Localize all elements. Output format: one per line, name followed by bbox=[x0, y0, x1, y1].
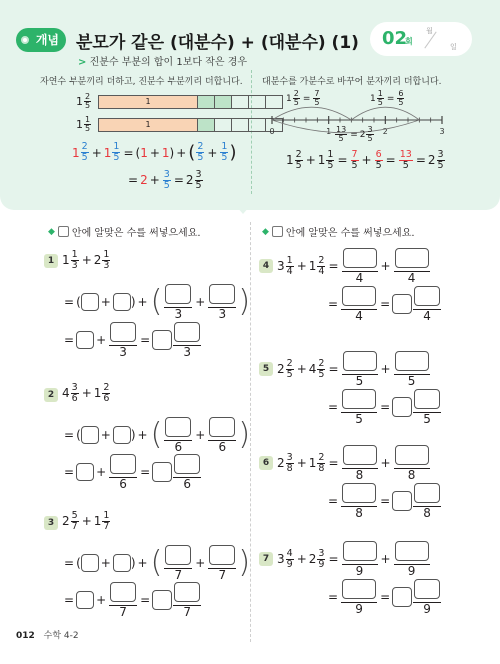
answer-box[interactable] bbox=[343, 248, 377, 268]
fraction: 4 bbox=[342, 248, 378, 284]
answer-box[interactable] bbox=[342, 483, 376, 503]
answer-box[interactable] bbox=[392, 294, 412, 314]
fraction: 7 bbox=[109, 582, 137, 618]
fraction: 7 bbox=[164, 545, 192, 581]
answer-box[interactable] bbox=[414, 389, 440, 409]
fraction: 3 bbox=[173, 322, 201, 358]
concept-left-equation-2: = 2 + $\frac{3}{5}$ = 2 $\frac{3}{5}$ bbox=[128, 169, 202, 191]
fraction: 5 bbox=[413, 389, 441, 425]
answer-box[interactable] bbox=[174, 322, 200, 342]
fraction: $\frac{3}{9}$ bbox=[318, 547, 325, 570]
answer-box[interactable] bbox=[342, 389, 376, 409]
answer-box[interactable] bbox=[110, 454, 136, 474]
fraction: $\frac{3}{5}$ bbox=[367, 125, 373, 144]
bar-row-1 bbox=[76, 93, 283, 111]
fraction: $\frac{2}{5}$ bbox=[85, 92, 91, 111]
problem-step-1: 2 $\frac{2}{5}$ + 4 $\frac{2}{5}$ = 5 + 5 bbox=[277, 351, 431, 387]
answer-box[interactable] bbox=[76, 331, 94, 349]
answer-box[interactable] bbox=[209, 545, 235, 565]
answer-box[interactable] bbox=[165, 545, 191, 565]
answer-box[interactable] bbox=[343, 445, 377, 465]
fraction: $\frac{3}{5}$ bbox=[163, 169, 170, 191]
number-line-tick-label: 2 bbox=[382, 127, 388, 136]
problem-step-1: = ( + ) + ( 6 + 6 ) bbox=[64, 417, 251, 454]
answer-box[interactable] bbox=[395, 248, 429, 268]
fraction: $\frac{2}{5}$ bbox=[293, 89, 299, 108]
header-notch bbox=[236, 206, 250, 214]
fraction-bar bbox=[98, 118, 283, 132]
fraction: 8 bbox=[342, 445, 378, 481]
arc1-label: 1 $\frac{2}{5}$ = $\frac{7}{5}$ bbox=[286, 89, 320, 108]
fraction: 9 bbox=[342, 541, 378, 577]
fraction: $\frac{7}{5}$ bbox=[314, 89, 320, 108]
answer-box[interactable] bbox=[392, 587, 412, 607]
fraction: $\frac{6}{5}$ bbox=[398, 89, 404, 108]
number-line-tick-label: 3 bbox=[439, 127, 445, 136]
answer-box[interactable] bbox=[76, 463, 94, 481]
number-line-tick-label: 0 bbox=[269, 127, 275, 136]
answer-box[interactable] bbox=[113, 554, 131, 572]
problem-expression: 1 $\frac{1}{3}$ + 2 $\frac{1}{3}$ bbox=[62, 249, 110, 271]
answer-box[interactable] bbox=[342, 286, 376, 306]
answer-box[interactable] bbox=[152, 462, 172, 482]
bar-cell bbox=[232, 118, 249, 132]
fraction: 5 bbox=[394, 351, 430, 387]
answer-box[interactable] bbox=[81, 554, 99, 572]
answer-box[interactable] bbox=[113, 293, 131, 311]
concept-panel bbox=[0, 0, 500, 210]
number-line-arc-1 bbox=[272, 107, 351, 120]
problem-number: 4 bbox=[259, 259, 273, 273]
answer-box[interactable] bbox=[76, 591, 94, 609]
fraction: $\frac{2}{5}$ bbox=[318, 357, 325, 380]
problem-step-2: = 9 = 9 bbox=[326, 579, 442, 615]
fraction: $\frac{7}{5}$ bbox=[351, 149, 358, 171]
fraction: $\frac{1}{5}$ bbox=[377, 89, 383, 108]
answer-box[interactable] bbox=[392, 397, 412, 417]
fraction: 9 bbox=[394, 541, 430, 577]
problem-step-1: 3 $\frac{1}{4}$ + 1 $\frac{2}{4}$ = 4 + 4 bbox=[277, 248, 431, 284]
fraction: 8 bbox=[413, 483, 441, 519]
mixed-number: 1 $\frac{1}{5}$ bbox=[76, 115, 91, 134]
fraction: $\frac{2}{4}$ bbox=[318, 254, 325, 277]
fraction: $\frac{13}{5}$ bbox=[336, 125, 347, 144]
fraction: 6 bbox=[164, 417, 192, 453]
fraction: $\frac{3}{8}$ bbox=[286, 451, 293, 474]
fraction: 6 bbox=[173, 454, 201, 490]
fraction: $\frac{3}{6}$ bbox=[71, 382, 78, 404]
answer-box[interactable] bbox=[81, 293, 99, 311]
answer-box[interactable] bbox=[165, 284, 191, 304]
problem-step-2: = 5 = 5 bbox=[326, 389, 442, 425]
problem-number: 7 bbox=[259, 552, 273, 566]
answer-box[interactable] bbox=[110, 582, 136, 602]
fraction: $\frac{4}{9}$ bbox=[286, 547, 293, 570]
answer-box[interactable] bbox=[209, 284, 235, 304]
answer-box[interactable] bbox=[414, 286, 440, 306]
blank-box-icon bbox=[272, 226, 283, 237]
problem-step-1: = ( + ) + ( 3 + 3 ) bbox=[64, 284, 251, 321]
answer-box[interactable] bbox=[81, 426, 99, 444]
session-label: 회 bbox=[405, 37, 413, 46]
problem-number: 2 bbox=[44, 388, 58, 402]
fraction: $\frac{13}{5}$ bbox=[399, 149, 412, 171]
number-line-tick-label: 1 bbox=[326, 127, 332, 136]
fraction: 6 bbox=[109, 454, 137, 490]
problem-step-2: = + 6 = 6 bbox=[62, 454, 202, 490]
answer-box[interactable] bbox=[174, 454, 200, 474]
fraction: 4 bbox=[413, 286, 441, 322]
answer-box[interactable] bbox=[342, 579, 376, 599]
fraction: $\frac{2}{5}$ bbox=[197, 141, 204, 163]
bar-cell bbox=[232, 95, 249, 109]
problem-number: 6 bbox=[259, 456, 273, 470]
fraction: 8 bbox=[394, 445, 430, 481]
fraction: $\frac{1}{5}$ bbox=[327, 149, 334, 171]
fraction: 6 bbox=[208, 417, 236, 453]
fraction: 9 bbox=[341, 579, 377, 615]
badge-dot-icon bbox=[21, 36, 29, 44]
problem-expression: 2 $\frac{5}{7}$ + 1 $\frac{1}{7}$ bbox=[62, 510, 110, 532]
page-title: 분모가 같은 (대분수) + (대분수) (1) bbox=[76, 33, 359, 53]
problem-number: 1 bbox=[44, 254, 58, 268]
concept-right-equation: 1 $\frac{2}{5}$ + 1 $\frac{1}{5}$ = $\frac{7}{5}$ + $\frac{6}{5}$ = $\frac{13}{5}$ = 2 $\frac{3}{5}$ bbox=[286, 149, 444, 171]
bar-cell bbox=[215, 118, 232, 132]
instruction-left: ◆ 안에 알맞은 수를 써넣으세요. bbox=[48, 226, 201, 239]
concept-left-description: 자연수 부분끼리 더하고, 진분수 부분끼리 더합니다. bbox=[40, 77, 243, 87]
fraction: 8 bbox=[341, 483, 377, 519]
fraction: 5 bbox=[341, 389, 377, 425]
problem-step-1: 3 $\frac{4}{9}$ + 2 $\frac{3}{9}$ = 9 + 9 bbox=[277, 541, 431, 577]
fraction: 7 bbox=[173, 582, 201, 618]
answer-box[interactable] bbox=[209, 417, 235, 437]
fraction: 3 bbox=[109, 322, 137, 358]
fraction: $\frac{1}{5}$ bbox=[113, 141, 120, 163]
answer-box[interactable] bbox=[174, 582, 200, 602]
answer-box[interactable] bbox=[165, 417, 191, 437]
fraction: $\frac{3}{5}$ bbox=[195, 169, 202, 191]
fraction: $\frac{2}{6}$ bbox=[103, 382, 110, 404]
fraction: $\frac{1}{7}$ bbox=[103, 510, 110, 532]
fraction: 5 bbox=[342, 351, 378, 387]
answer-box[interactable] bbox=[343, 541, 377, 561]
page-footer bbox=[16, 628, 79, 641]
concept-right-description: 대분수를 가분수로 바꾸어 분자끼리 더합니다. bbox=[262, 77, 442, 87]
month-label[interactable]: 월 bbox=[426, 27, 433, 35]
answer-box[interactable] bbox=[113, 426, 131, 444]
fraction: $\frac{2}{5}$ bbox=[295, 149, 302, 171]
problem-number: 3 bbox=[44, 516, 58, 530]
bar-row-2 bbox=[76, 116, 283, 134]
problem-step-2: = + 7 = 7 bbox=[62, 582, 202, 618]
fraction: $\frac{2}{5}$ bbox=[81, 141, 88, 163]
answer-box[interactable] bbox=[110, 322, 136, 342]
bar-cell bbox=[215, 95, 232, 109]
problem-step-1: = ( + ) + ( 7 + 7 ) bbox=[64, 545, 251, 582]
arc2-label: 1 $\frac{1}{5}$ = $\frac{6}{5}$ bbox=[370, 89, 404, 108]
answer-box[interactable] bbox=[395, 445, 429, 465]
problem-step-2: = 8 = 8 bbox=[326, 483, 442, 519]
mixed-number: 1 $\frac{2}{5}$ bbox=[76, 92, 91, 111]
problem-expression: 4 $\frac{3}{6}$ + 1 $\frac{2}{6}$ bbox=[62, 382, 110, 404]
blank-box-icon bbox=[58, 226, 69, 237]
diamond-icon: ◆ bbox=[262, 226, 269, 237]
problem-number: 5 bbox=[259, 362, 273, 376]
bar-whole: 1 bbox=[98, 118, 198, 132]
fraction: $\frac{6}{5}$ bbox=[375, 149, 382, 171]
answer-box[interactable] bbox=[395, 541, 429, 561]
session-badge bbox=[370, 22, 472, 56]
answer-box[interactable] bbox=[152, 330, 172, 350]
answer-box[interactable] bbox=[392, 491, 412, 511]
arc3-label: $\frac{13}{5}$ = 2 $\frac{3}{5}$ bbox=[336, 125, 373, 144]
concept-badge: 개념 bbox=[16, 28, 66, 52]
fraction: 4 bbox=[341, 286, 377, 322]
book-title: 수학 4-2 bbox=[43, 631, 79, 641]
answer-box[interactable] bbox=[414, 579, 440, 599]
subtitle-arrow-icon: > bbox=[78, 57, 87, 68]
answer-box[interactable] bbox=[152, 590, 172, 610]
fraction: $\frac{2}{5}$ bbox=[286, 357, 293, 380]
answer-box[interactable] bbox=[343, 351, 377, 371]
problem-step-2: = + 3 = 3 bbox=[62, 322, 202, 358]
fraction: $\frac{1}{3}$ bbox=[71, 249, 78, 271]
answer-box[interactable] bbox=[414, 483, 440, 503]
fraction: 9 bbox=[413, 579, 441, 615]
answer-box[interactable] bbox=[395, 351, 429, 371]
fraction: $\frac{1}{5}$ bbox=[85, 115, 91, 134]
day-label[interactable]: 일 bbox=[450, 43, 457, 51]
fraction: $\frac{3}{5}$ bbox=[437, 149, 444, 171]
fraction: $\frac{1}{3}$ bbox=[103, 249, 110, 271]
fraction: $\frac{1}{4}$ bbox=[286, 254, 293, 277]
fraction: 4 bbox=[394, 248, 430, 284]
bar-whole: 1 bbox=[98, 95, 198, 109]
fraction: 7 bbox=[208, 545, 236, 581]
fraction-bar bbox=[98, 95, 283, 109]
fraction: 3 bbox=[208, 284, 236, 320]
bar-cell bbox=[198, 118, 215, 132]
session-number: 02 bbox=[382, 28, 408, 49]
concept-left-equation-1: 1 $\frac{2}{5}$ + 1 $\frac{1}{5}$ = ( 1 + 1 ) + ( $\frac{2}{5}$ + $\frac{1}{5}$ ) bbox=[72, 141, 237, 163]
page-subtitle: > 진분수 부분의 합이 1보다 작은 경우 bbox=[78, 57, 248, 68]
fraction: $\frac{5}{7}$ bbox=[71, 510, 78, 532]
fraction: $\frac{1}{5}$ bbox=[221, 141, 228, 163]
problem-step-1: 2 $\frac{3}{8}$ + 1 $\frac{2}{8}$ = 8 + 8 bbox=[277, 445, 431, 481]
bar-cell bbox=[198, 95, 215, 109]
instruction-right: ◆ 안에 알맞은 수를 써넣으세요. bbox=[262, 226, 415, 239]
fraction: 3 bbox=[164, 284, 192, 320]
fraction: $\frac{2}{8}$ bbox=[318, 451, 325, 474]
diamond-icon: ◆ bbox=[48, 226, 55, 237]
problem-step-2: = 4 = 4 bbox=[326, 286, 442, 322]
page-number: 012 bbox=[16, 631, 35, 641]
